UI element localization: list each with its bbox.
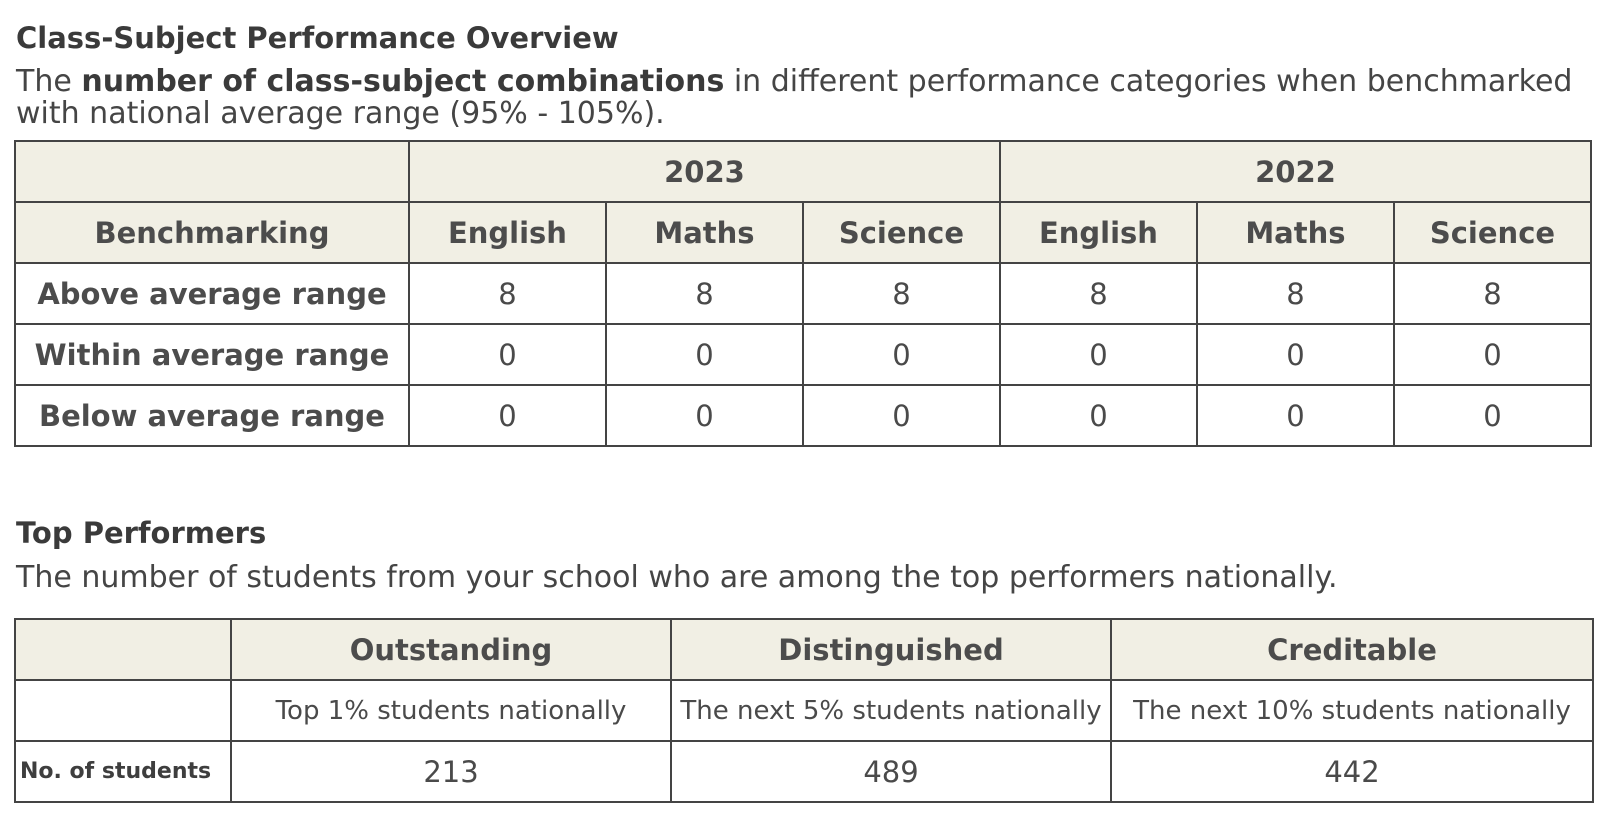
table-cell: 8 xyxy=(409,263,606,324)
description-prefix: The xyxy=(16,64,82,99)
year-header: 2022 xyxy=(1000,141,1591,202)
table-cell: 0 xyxy=(803,324,1000,385)
table-row xyxy=(15,385,1591,446)
subject-header: Maths xyxy=(1197,202,1394,263)
table-cell: 0 xyxy=(1394,324,1591,385)
year-header: 2023 xyxy=(409,141,1000,202)
table-cell: 0 xyxy=(409,385,606,446)
category-header: Outstanding xyxy=(231,619,671,680)
table-row xyxy=(15,324,1591,385)
row-label: No. of students xyxy=(15,741,231,802)
table-cell: 8 xyxy=(1197,263,1394,324)
row-label: Below average range xyxy=(15,385,409,446)
table-cell: 0 xyxy=(606,324,803,385)
category-description: The next 5% students nationally xyxy=(671,680,1111,741)
subject-header: English xyxy=(1000,202,1197,263)
benchmark-table xyxy=(14,140,1592,447)
subject-header: Science xyxy=(803,202,1000,263)
subject-header: English xyxy=(409,202,606,263)
row-label: Within average range xyxy=(15,324,409,385)
description-bold: number of class-subject combinations xyxy=(81,64,725,99)
category-description-row xyxy=(15,680,1593,741)
student-count: 213 xyxy=(231,741,671,802)
table-cell: 8 xyxy=(1000,263,1197,324)
subject-header-row xyxy=(15,202,1591,263)
year-header-row xyxy=(15,141,1591,202)
benchmarking-header: Benchmarking xyxy=(15,202,409,263)
table-cell: 8 xyxy=(1394,263,1591,324)
empty-corner-cell xyxy=(15,619,231,680)
student-count: 489 xyxy=(671,741,1111,802)
category-description: Top 1% students nationally xyxy=(231,680,671,741)
benchmark-section-title: Class-Subject Performance Overview xyxy=(16,21,619,55)
table-cell: 0 xyxy=(1197,385,1394,446)
benchmark-section-description xyxy=(16,66,1596,130)
empty-cell xyxy=(15,680,231,741)
description-suffix: in different performance categories when benchmarked with national average range (95% - 105%). xyxy=(16,64,1573,131)
top-performers-table xyxy=(14,618,1594,803)
table-cell: 0 xyxy=(803,385,1000,446)
table-row xyxy=(15,263,1591,324)
table-cell: 0 xyxy=(606,385,803,446)
subject-header: Science xyxy=(1394,202,1591,263)
row-label: Above average range xyxy=(15,263,409,324)
empty-corner-cell xyxy=(15,141,409,202)
table-row xyxy=(15,741,1593,802)
table-cell: 0 xyxy=(1000,324,1197,385)
category-header: Creditable xyxy=(1111,619,1593,680)
category-header: Distinguished xyxy=(671,619,1111,680)
table-cell: 8 xyxy=(606,263,803,324)
table-cell: 8 xyxy=(803,263,1000,324)
table-cell: 0 xyxy=(409,324,606,385)
top-performers-title: Top Performers xyxy=(16,516,267,550)
category-header-row xyxy=(15,619,1593,680)
student-count: 442 xyxy=(1111,741,1593,802)
table-cell: 0 xyxy=(1000,385,1197,446)
table-cell: 0 xyxy=(1197,324,1394,385)
subject-header: Maths xyxy=(606,202,803,263)
table-cell: 0 xyxy=(1394,385,1591,446)
top-performers-description: The number of students from your school who are among the top performers nationally. xyxy=(16,560,1338,595)
category-description: The next 10% students nationally xyxy=(1111,680,1593,741)
